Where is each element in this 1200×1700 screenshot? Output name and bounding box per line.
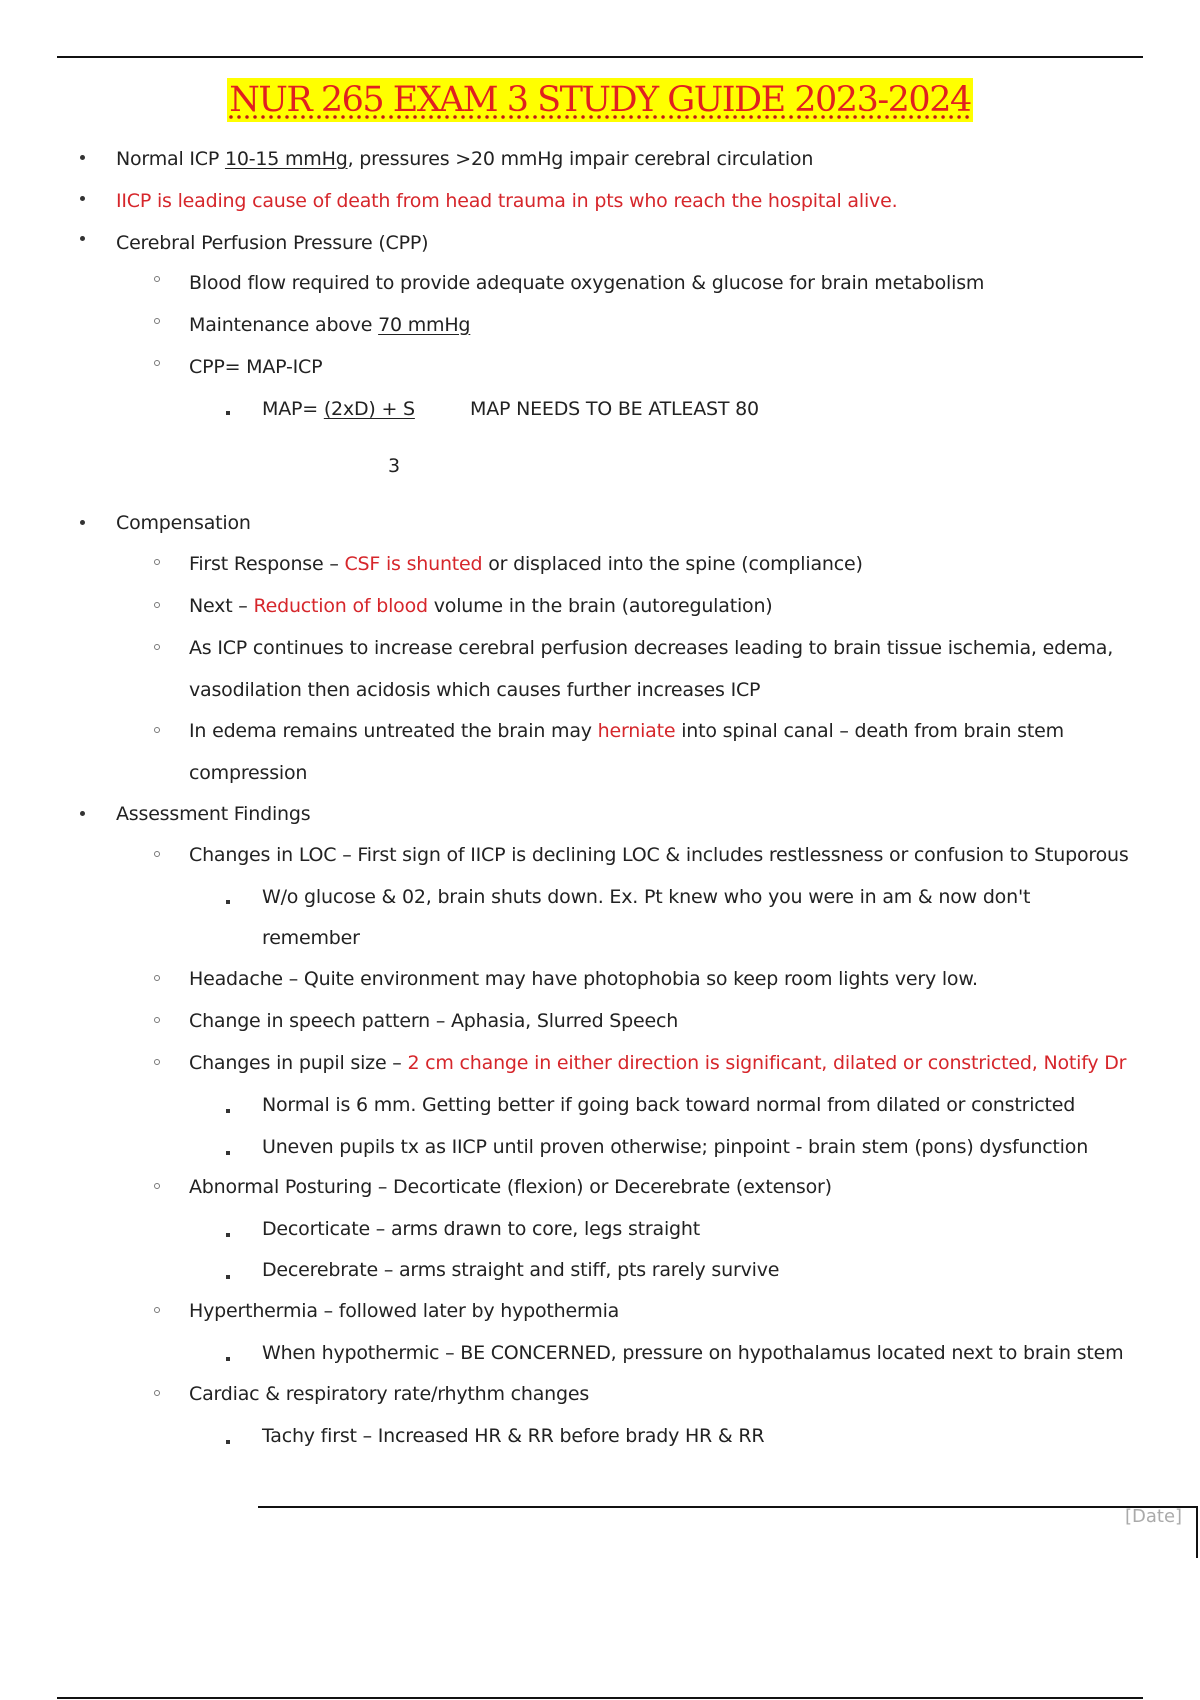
page-title: NUR 265 EXAM 3 STUDY GUIDE 2023-2024 [229, 80, 971, 120]
bullet-icon [80, 236, 85, 241]
list-item: Compensation [116, 512, 251, 534]
list-item: Hyperthermia – followed later by hypothermia [189, 1300, 620, 1322]
sub-bullet-icon [154, 1390, 160, 1396]
sub-sub-bullet-icon [226, 411, 230, 415]
list-item: First Response – CSF is shunted or displaced into the spine (compliance) [189, 553, 863, 575]
footer-rule [258, 1506, 1198, 1508]
sub-bullet-icon [154, 602, 160, 608]
title-container [0, 78, 1200, 122]
sub-bullet-icon [154, 1307, 160, 1313]
sub-bullet-icon [154, 644, 160, 650]
bullet-icon [80, 196, 85, 201]
map-denominator: 3 [388, 455, 400, 477]
list-item: W/o glucose & 02, brain shuts down. Ex. Pt knew who you were in am & now don't [262, 886, 1031, 908]
sub-bullet-icon [154, 851, 160, 857]
bullet-icon [80, 520, 85, 525]
list-item: Normal is 6 mm. Getting better if going back toward normal from dilated or constricted [262, 1094, 1076, 1116]
sub-bullet-icon [154, 360, 160, 366]
list-item: Cardiac & respiratory rate/rhythm changes [189, 1383, 590, 1405]
sub-bullet-icon [154, 1017, 160, 1023]
list-item: Maintenance above 70 mmHg [189, 314, 471, 336]
sub-bullet-icon [154, 559, 160, 565]
sub-sub-bullet-icon [226, 1109, 230, 1113]
list-item: Normal ICP 10-15 mmHg, pressures >20 mmHg impair cerebral circulation [116, 148, 814, 170]
list-item: MAP= (2xD) + S [262, 398, 415, 420]
list-item: Cerebral Perfusion Pressure (CPP) [116, 232, 429, 254]
list-item: As ICP continues to increase cerebral perfusion decreases leading to brain tissue ischemia, edema, [189, 637, 1114, 659]
list-item: Headache – Quite environment may have photophobia so keep room lights very low. [189, 968, 978, 990]
sub-bullet-icon [154, 1183, 160, 1189]
sub-bullet-icon [154, 1059, 160, 1065]
sub-sub-bullet-icon [226, 900, 230, 904]
list-item: Blood flow required to provide adequate oxygenation & glucose for brain metabolism [189, 272, 985, 294]
list-item: IICP is leading cause of death from head trauma in pts who reach the hospital alive. [116, 190, 898, 212]
list-item: Changes in LOC – First sign of IICP is declining LOC & includes restlessness or confusion to Stuporous [189, 844, 1129, 866]
list-item-continued: compression [189, 762, 308, 784]
map-note: MAP NEEDS TO BE ATLEAST 80 [470, 398, 759, 420]
bottom-rule [57, 1697, 1143, 1699]
list-item: Decerebrate – arms straight and stiff, pts rarely survive [262, 1259, 780, 1281]
sub-bullet-icon [154, 276, 160, 282]
list-item-continued: vasodilation then acidosis which causes further increases ICP [189, 679, 761, 701]
sub-sub-bullet-icon [226, 1357, 230, 1361]
list-item: Assessment Findings [116, 803, 311, 825]
list-item: When hypothermic – BE CONCERNED, pressure on hypothalamus located next to brain stem [262, 1342, 1124, 1364]
sub-bullet-icon [154, 975, 160, 981]
sub-bullet-icon [154, 727, 160, 733]
list-item: Tachy first – Increased HR & RR before brady HR & RR [262, 1425, 765, 1447]
sub-sub-bullet-icon [226, 1440, 230, 1444]
list-item: Uneven pupils tx as IICP until proven otherwise; pinpoint - brain stem (pons) dysfunction [262, 1136, 1089, 1158]
footer-rule-corner [1196, 1506, 1198, 1558]
list-item: Changes in pupil size – 2 cm change in either direction is significant, dilated or constricted, Notify Dr [189, 1052, 1127, 1074]
sub-sub-bullet-icon [226, 1275, 230, 1279]
list-item: CPP= MAP-ICP [189, 356, 323, 378]
list-item: In edema remains untreated the brain may herniate into spinal canal – death from brain stem [189, 720, 1064, 742]
sub-bullet-icon [154, 318, 160, 324]
list-item: Change in speech pattern – Aphasia, Slurred Speech [189, 1010, 679, 1032]
list-item: Decorticate – arms drawn to core, legs straight [262, 1218, 700, 1240]
list-item: Next – Reduction of blood volume in the brain (autoregulation) [189, 595, 773, 617]
sub-sub-bullet-icon [226, 1151, 230, 1155]
header-rule [57, 56, 1143, 58]
footer-date: [Date] [1125, 1506, 1183, 1527]
sub-sub-bullet-icon [226, 1233, 230, 1237]
bullet-icon [80, 811, 85, 816]
bullet-icon [80, 155, 85, 160]
list-item: Abnormal Posturing – Decorticate (flexion) or Decerebrate (extensor) [189, 1176, 832, 1198]
list-item-continued: remember [262, 927, 360, 949]
